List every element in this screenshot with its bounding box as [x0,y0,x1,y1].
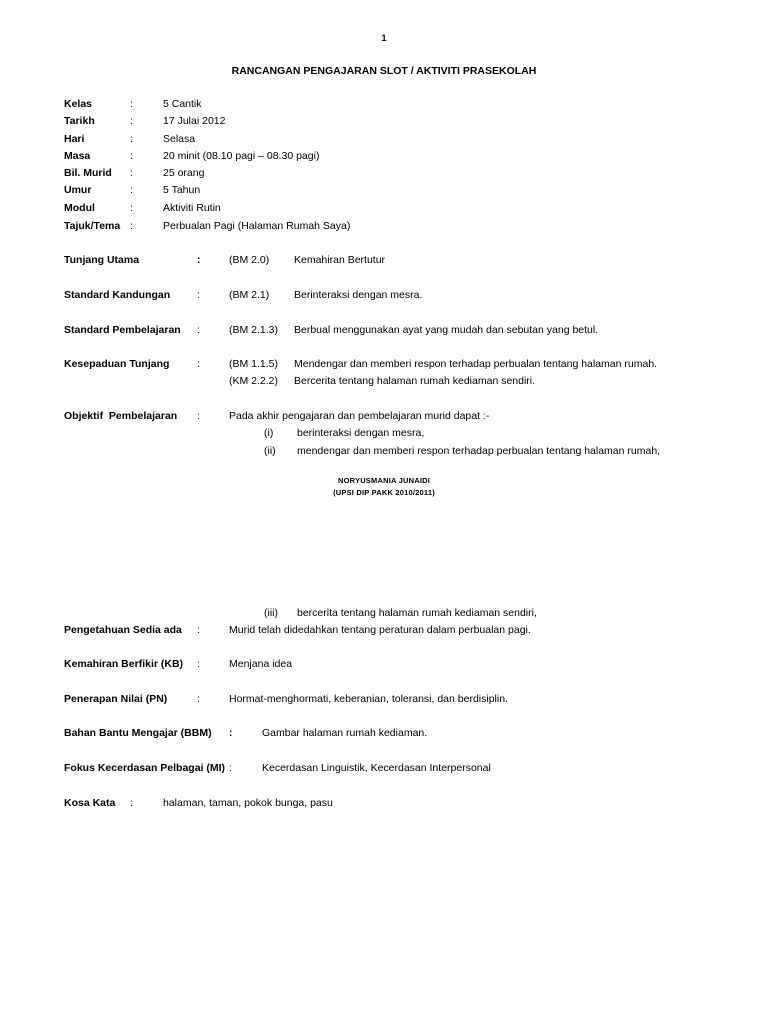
section-label: Penerapan Nilai (PN) [64,693,168,705]
section-text: Berinteraksi dengan mesra. [294,289,423,301]
objektif-item-num: (iii) [264,607,278,619]
field-label: Kelas [64,98,93,110]
section-label: Pengetahuan Sedia ada [64,624,182,636]
field-colon: : [130,220,133,232]
field-value: Perbualan Pagi (Halaman Rumah Saya) [163,220,351,232]
section-colon: : [197,658,200,670]
field-label: Tajuk/Tema [64,220,121,232]
field-value: Selasa [163,133,196,145]
section-code: (BM 2.0) [229,254,270,266]
section-code: (BM 1.1.5) [229,358,279,370]
field-value: 5 Tahun [163,184,201,196]
section-colon: : [130,797,133,809]
objektif-intro: Pada akhir pengajaran dan pembelajaran murid dapat :- [229,410,490,422]
section-colon: : [197,624,200,636]
field-label: Masa [64,150,91,162]
section-label: Kosa Kata [64,797,116,809]
section-colon: : [197,254,201,266]
field-value: Aktiviti Rutin [163,202,221,214]
footer-affiliation: (UPSI DIP PAKK 2010/2011) [333,488,435,497]
field-value: 17 Julai 2012 [163,115,226,127]
section-colon: : [229,762,232,774]
field-colon: : [130,167,133,179]
field-label: Tarikh [64,115,95,127]
footer-author: NORYUSMANIA JUNAIDI [338,476,430,485]
section-label: Kesepaduan Tunjang [64,358,170,370]
section-colon: : [197,324,200,336]
section-label: Standard Kandungan [64,289,171,301]
field-value: 20 minit (08.10 pagi – 08.30 pagi) [163,150,320,162]
section-code: (KM 2.2.2) [229,375,279,387]
field-label: Umur [64,184,92,196]
section-label: Fokus Kecerdasan Pelbagai (MI) [64,762,226,774]
section-text: Kemahiran Bertutur [294,254,386,266]
field-colon: : [130,184,133,196]
objektif-item-num: (ii) [264,445,276,457]
section-text: Mendengar dan memberi respon terhadap perbualan tentang halaman rumah. [294,358,658,370]
field-colon: : [130,133,133,145]
section-label: Bahan Bantu Mengajar (BBM) [64,727,212,739]
section-colon: : [229,727,233,739]
section-label: Standard Pembelajaran [64,324,181,336]
page-title: RANCANGAN PENGAJARAN SLOT / AKTIVITI PRASEKOLAH [231,65,537,77]
section-colon: : [197,289,200,301]
page-number: 1 [381,33,387,43]
objektif-item-num: (i) [264,427,274,439]
field-value: 25 orang [163,167,205,179]
field-label: Bil. Murid [64,167,112,179]
section-text: halaman, taman, pokok bunga, pasu [163,797,333,809]
section-text: Gambar halaman rumah kediaman. [262,727,428,739]
section-code: (BM 2.1.3) [229,324,279,336]
objektif-item-text: berinteraksi dengan mesra, [297,427,425,439]
section-text: Berbual menggunakan ayat yang mudah dan sebutan yang betul. [294,324,599,336]
section-colon: : [197,693,200,705]
section-label: Tunjang Utama [64,254,140,266]
section-colon: : [197,410,200,422]
field-label: Modul [64,202,95,214]
section-text: Kecerdasan Linguistik, Kecerdasan Interpersonal [262,762,491,774]
section-colon: : [197,358,200,370]
section-code: (BM 2.1) [229,289,270,301]
field-colon: : [130,98,133,110]
section-text: Murid telah didedahkan tentang peraturan dalam perbualan pagi. [229,624,531,636]
field-colon: : [130,202,133,214]
objektif-item-text: mendengar dan memberi respon terhadap perbualan tentang halaman rumah, [297,445,661,457]
section-text: Bercerita tentang halaman rumah kediaman sendiri. [294,375,536,387]
field-colon: : [130,115,133,127]
section-label: Objektif Pembelajaran [64,410,178,422]
field-value: 5 Cantik [163,98,202,110]
objektif-item-text: bercerita tentang halaman rumah kediaman sendiri, [297,607,537,619]
section-label: Kemahiran Berfikir (KB) [64,658,184,670]
section-text: Hormat-menghormati, keberanian, toleransi, dan berdisiplin. [229,693,508,705]
field-colon: : [130,150,133,162]
field-label: Hari [64,133,85,145]
section-text: Menjana idea [229,658,293,670]
